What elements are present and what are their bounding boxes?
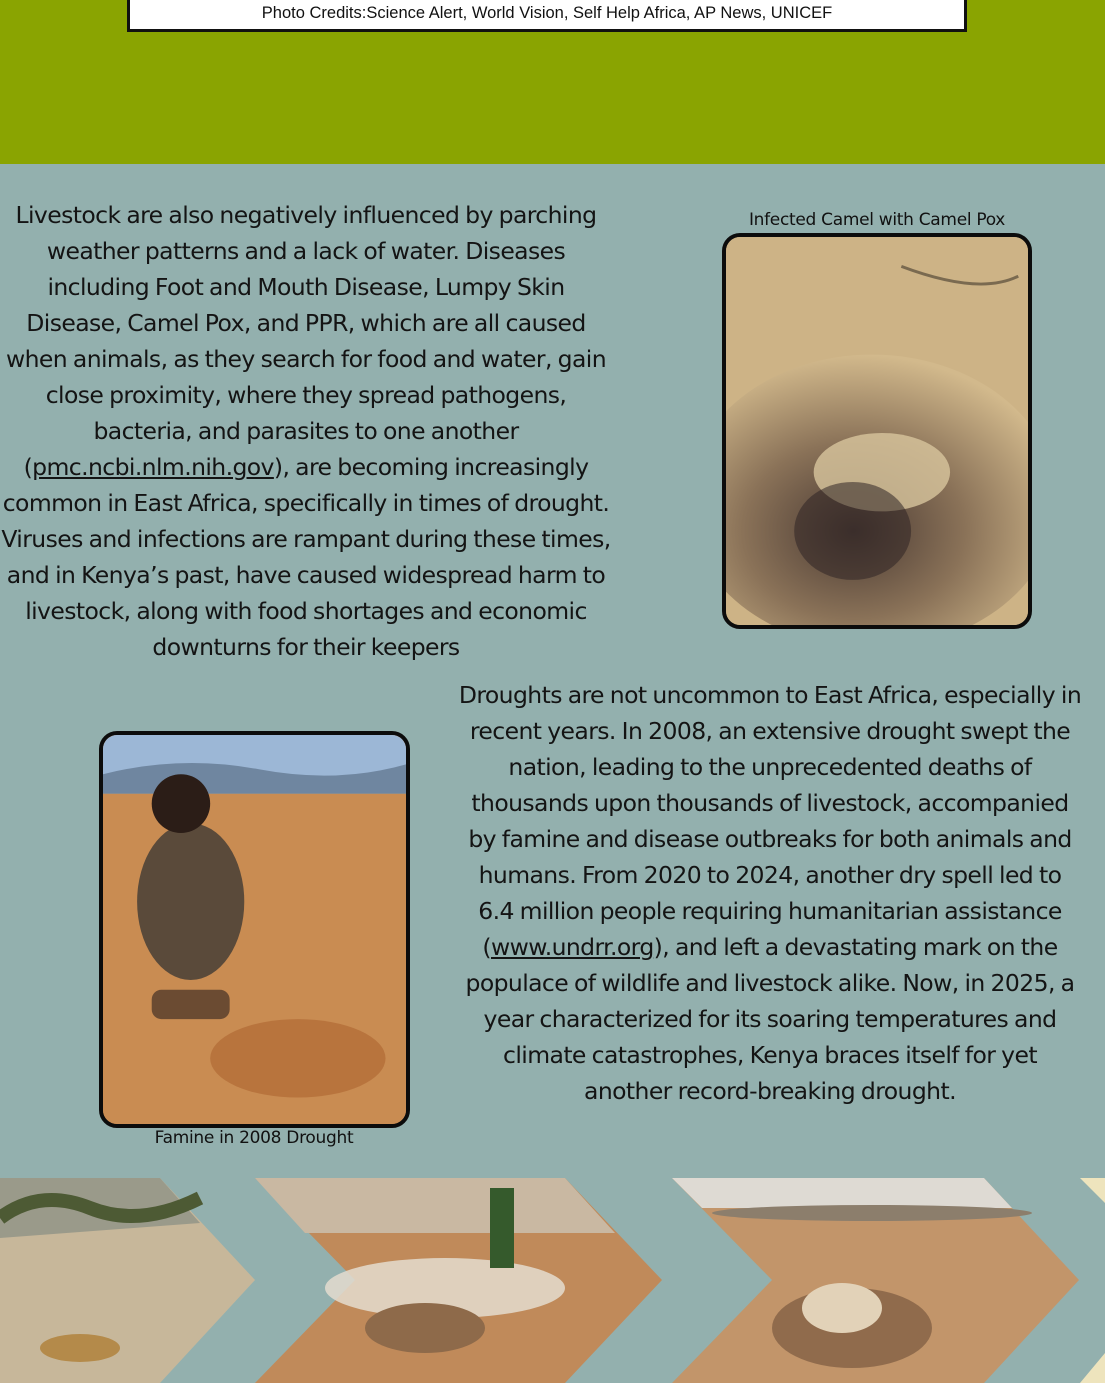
famine-photo-caption: Famine in 2008 Drought xyxy=(154,1128,354,1148)
photo-credits-text: Photo Credits:Science Alert, World Vision, Self Help Africa, AP News, UNICEF xyxy=(261,4,833,22)
camel-pox-photo xyxy=(722,233,1032,629)
chevron-photo-edge xyxy=(1080,1178,1105,1383)
livestock-text-2: ), are becoming increasingly common in East Africa, specifically in times of drought. Viruses and infections are rampant during these times, and in Kenya’s past, have caused widespread harm to livestock, along with food shortages and economic downturns for their keepers xyxy=(1,453,611,661)
famine-photo xyxy=(99,731,410,1128)
photo-credits xyxy=(127,0,967,32)
camel-photo-caption: Infected Camel with Camel Pox xyxy=(748,210,1006,230)
pmc-link[interactable]: pmc.ncbi.nlm.nih.gov xyxy=(32,453,274,481)
livestock-disease-paragraph xyxy=(0,197,612,665)
drought-text-2: ), and left a devastating mark on the populace of wildlife and livestock alike. Now, in 2025, a year characterized for its soaring temperatures and climate catastrophes, Kenya braces itself for yet another record-breaking drought. xyxy=(465,933,1075,1105)
chevron-photo-herder xyxy=(255,1178,665,1383)
chevron-photo-lion xyxy=(0,1178,260,1383)
drought-text-1: Droughts are not uncommon to East Africa, especially in recent years. In 2008, an extensive drought swept the nation, leading to the unprecedented deaths of thousands upon thousands of livestock, accompanied by famine and disease outbreaks for both animals and humans. From 2020 to 2024, another dry spell led to 6.4 million people requiring humanitarian assistance ( xyxy=(458,681,1082,961)
chevron-photo-carcass xyxy=(672,1178,1082,1383)
livestock-text-1: Livestock are also negatively influenced by parching weather patterns and a lack of water. Diseases including Foot and Mouth Disease, Lumpy Skin Disease, Camel Pox, and PPR, which are all caused when animals, as they search for food and water, gain close proximity, where they spread pathogens, bacteria, and parasites to one another ( xyxy=(5,201,607,481)
drought-history-paragraph xyxy=(458,677,1082,1109)
undrr-link[interactable]: www.undrr.org xyxy=(491,933,654,961)
